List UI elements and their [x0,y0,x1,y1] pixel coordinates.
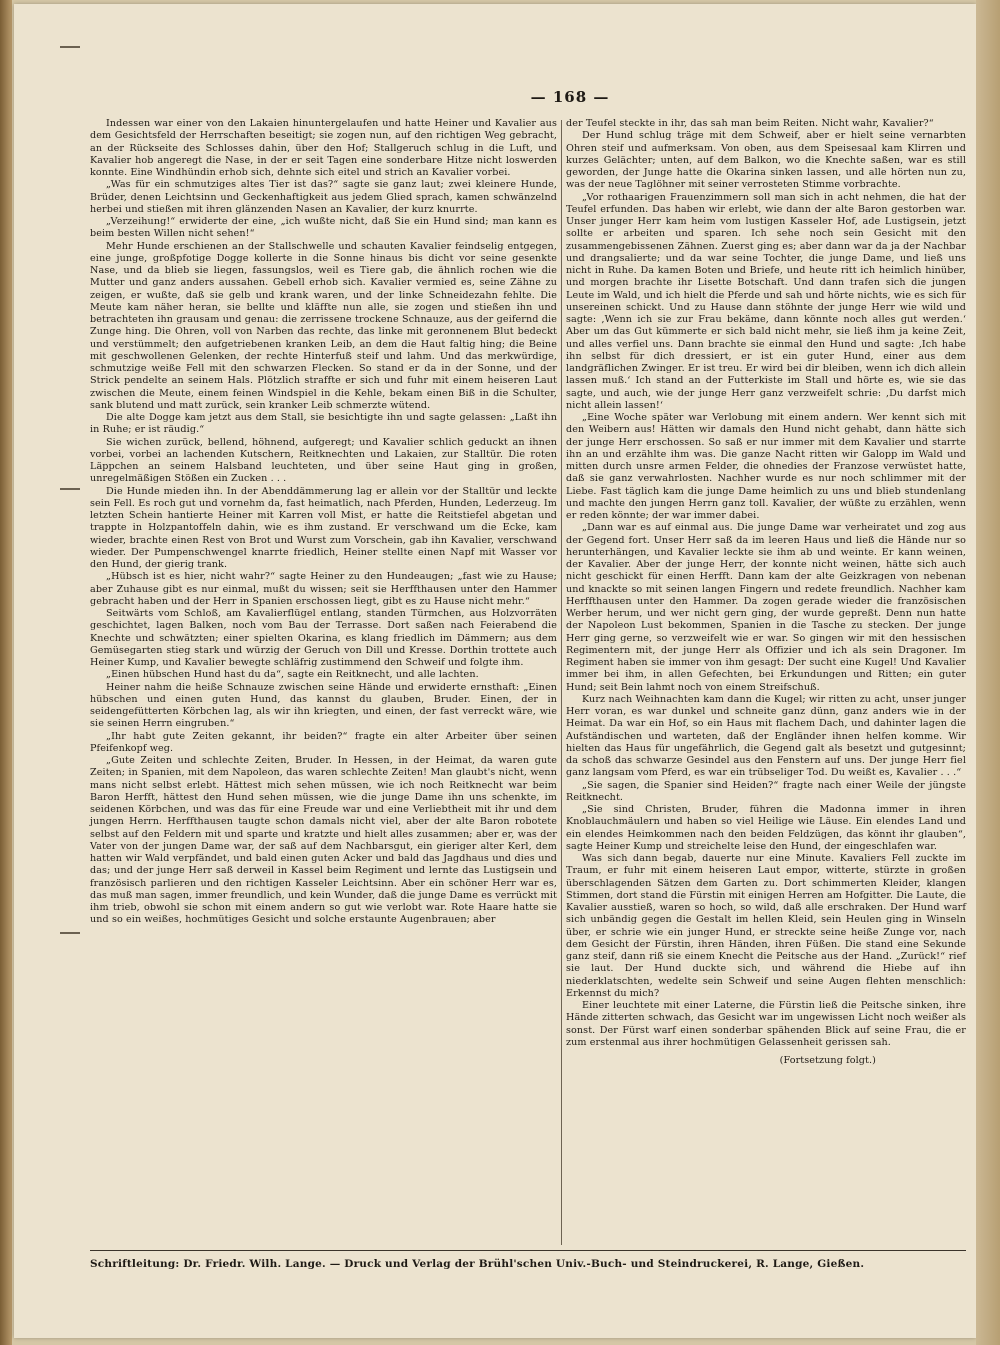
paragraph: „Dann war es auf einmal aus. Die junge Dame war verheiratet und zog aus der Gegend fort. Unser Herr saß da im leeren Haus und ließ die Hände nur so herunterhängen, und Kavalier leckte sie ihm ab und weinte. Er kann weinen, der Kavalier. Aber der junge Herr, der konnte nicht weinen, hätte sich auch nicht geschickt für einen Herfft. Dann kam der alte Geizkragen von nebenan und knackte so mit seinen langen Fingern und redete freundlich. Nachher kam Herffthausen unter den Hammer. Da zogen gerade wieder die französischen Werber herum, und wer nicht gern ging, der wurde gepreßt. Denn nun hatte der Napoleon Lust bekommen, Spanien in die Tasche zu stecken. Der junge Herr ging gerne, so verzweifelt wie er war. So gingen wir mit den hessischen Regimentern mit, der junge Herr als Offizier und ich als sein Dragoner. Im Regiment haben sie immer von ihm gesagt: Der sucht eine Kugel! Und Kavalier immer bei ihm, in allen Gefechten, bei Erkundungen und Ritten; ein guter Hund; seit Bein lahmt noch von einem Streifschuß. [566,522,966,693]
paragraph: „Ihr habt gute Zeiten gekannt, ihr beiden?“ fragte ein alter Arbeiter über seinen Pfeifenkopf weg. [90,730,557,754]
binding-spine [0,0,12,1345]
margin-mark [60,46,80,48]
margin-mark [60,932,80,934]
paragraph: „Eine Woche später war Verlobung mit einem andern. Wer kennt sich mit den Weibern aus! Hätten wir damals den Hund nicht gehabt, dann hätte sich der junge Herr erschossen. So saß er nur immer mit dem Kavalier und starrte ihn an und erzählte ihm was. Die ganze Nacht ritten wir Galopp im Wald und mitten durch unsre armen Felder, die ohnedies der Franzose verwüstet hatte, daß sie ganz verwahrlosten. Nachher wurde es nur noch schlimmer mit der Liebe. Fast täglich kam die junge Dame heimlich zu uns und blieb stundenlang und machte den jungen Herrn ganz toll. Kavalier, der wüßte zu erzählen, wenn er reden könnte; der war immer dabei. [566,412,966,521]
margin-mark [60,488,80,490]
paragraph: „Vor rothaarigen Frauenzimmern soll man sich in acht nehmen, die hat der Teufel erfunden. Das haben wir erlebt, wie dann der alte Baron gestorben war. Unser junger Herr kam heim vom lustigen Kasseler Hof, ade Lustigsein, jetzt sollte er arbeiten und sparen. Ich sehe noch sein Gesicht mit den zusammengebissenen Zähnen. Zuerst ging es; aber dann war da ja der Nachbar und drangsalierte; und da war seine Tochter, die junge Dame, und ließ uns nicht in Ruhe. Da kamen Boten und Briefe, und heute ritt ich heimlich hinüber, und morgen brachte ihr Lisette Botschaft. Und dann trafen sich die jungen Leute im Wald, und ich hielt die Pferde und sah und hörte nichts, wie es sich für unsereinen schickt. Und zu Hause dann stöhnte der junge Herr wie wild und sagte: ‚Wenn ich sie zur Frau bekäme, dann könnte noch alles gut werden.‘ Aber um das Gut kümmerte er sich bald nicht mehr, sie ließ ihm ja keine Zeit, und alles verfiel uns. Dann brachte sie einmal den Hund und sagte: ‚Ich habe ihn selbst für dich dressiert, er ist ein guter Hund, einer aus dem landgräflichen Zwinger. Er ist treu. Er wird bei dir bleiben, wenn ich dich allein lassen muß.‘ Ich stand an der Futterkiste im Stall und hörte es, wie sie das sagte, und auch, wie der junge Herr ganz verzweifelt schrie: ‚Du darfst mich nicht allein lassen!‘ [566,191,966,411]
column-divider [561,120,562,1245]
paragraph: Der Hund schlug träge mit dem Schweif, aber er hielt seine vernarbten Ohren steif und aufmerksam. Von oben, aus dem Speisesaal kam Klirren und kurzes Gelächter; unten, auf dem Balkon, wo die Knechte saßen, war es still geworden, der Junge hatte die Okarina sinken lassen, und alle hörten nun zu, was der neue Taglöhner mit seiner verrosteten Stimme vorbrachte. [566,130,966,191]
continued-note: (Fortsetzung folgt.) [779,1055,876,1066]
paragraph: „Verzeihung!“ erwiderte der eine, „ich wußte nicht, daß Sie ein Hund sind; man kann es beim besten Willen nicht sehen!“ [90,216,557,240]
right-column-body [566,118,966,1049]
paragraph: „Hübsch ist es hier, nicht wahr?“ sagte Heiner zu den Hundeaugen; „fast wie zu Hause; aber Zuhause gibt es nur einmal, mußt du wissen; seit sie Herffthausen unter den Hammer gebracht haben und der Herr in Spanien erschossen liegt, gibt es zu Hause nicht mehr.“ [90,571,557,607]
paragraph: „Gute Zeiten und schlechte Zeiten, Bruder. In Hessen, in der Heimat, da waren gute Zeiten; in Spanien, mit dem Napoleon, das waren schlechte Zeiten! Man glaubt's nicht, wenn mans nicht selbst erlebt. Hättest mich sehen müssen, wie ich noch Reitknecht war beim Baron Herfft, hättest den Hund sehen müssen, wie die junge Dame ihn uns schenkte, im seidenen Körbchen, und was das für eine Freude war und eine Verliebtheit mit ihr und dem jungen Herrn. Herffthausen taugte schon damals nicht viel, aber der alte Baron robotete selbst auf den Feldern mit und sparte und kratzte und hielt alles zusammen; aber er, was der Vater von der jungen Dame war, der saß auf dem Nachbarsgut, ein gieriger alter Kerl, dem hatten wir Wald verpfändet, und bald einen guten Acker und bald das Jagdhaus und dies und das; und der junge Herr saß derweil in Kassel beim Regiment und lernte das Lustigsein und französisch parlieren und den richtigen Kasseler Leichtsinn. Aber ein schöner Herr war es, das muß man sagen, immer freundlich, und kein Wunder, daß die junge Dame es verrückt mit ihm trieb, obwohl sie schon mit einem andern so gut wie verlobt war. Rote Haare hatte sie und so ein weißes, hochmütiges Gesicht und solche erstaunte Augenbrauen; aber [90,755,557,926]
paragraph: Was sich dann begab, dauerte nur eine Minute. Kavaliers Fell zuckte im Traum, er fuhr mit einem heiseren Laut empor, witterte, stürzte in großen überschlagenden Sätzen dem Garten zu. Dort schimmerten Kleider, klangen Stimmen, dort stand die Fürstin mit einigen Herren am Hofgitter. Die Laute, die Kavalier ausstieß, waren so hoch, so wild, daß alle erschraken. Der Hund warf sich unbändig gegen die Gestalt im hellen Kleid, sein Heulen ging in Winseln über, er schrie wie ein junger Hund, er streckte seine heiße Zunge vor, nach dem Gesicht der Fürstin, ihren Händen, ihren Füßen. Die stand eine Sekunde ganz steif, dann riß sie einem Knecht die Peitsche aus der Hand. „Zurück!“ rief sie laut. Der Hund duckte sich, und während die Hiebe auf ihn niederklatschten, wedelte sein Schweif und seine Augen flehten menschlich: Erkennst du mich? [566,853,966,999]
paragraph: Heiner nahm die heiße Schnauze zwischen seine Hände und erwiderte ernsthaft: „Einen hübschen und einen guten Hund, das kannst du glauben, Bruder. Einen, der in seidengefütterten Körbchen lag, als wir ihn kriegten, und einen, der fast verreckt wäre, wie sie seinen Herrn eingruben.“ [90,681,557,730]
page-edge [976,0,1000,1345]
paragraph: „Einen hübschen Hund hast du da“, sagte ein Reitknecht, und alle lachten. [106,669,479,681]
paragraph: Die Hunde mieden ihn. In der Abenddämmerung lag er allein vor der Stalltür und leckte sein Fell. Es roch gut und vornehm da, fast heimatlich, nach Pferden, Hunden, Lederzeug. Im letzten Schein hantierte Heiner mit Karren voll Mist, er hatte die Reitstiefel abgetan und trappte in Holzpantoffeln dahin, wie es ihm zustand. Er verschwand um die Ecke, kam wieder, brachte einen Rest von Brot und Wurst zum Vorschein, gab ihn Kavalier, verschwand wieder. Der Pumpenschwengel knarrte friedlich, Heiner stellte einen Napf mit Wasser vor den Hund, der gierig trank. [90,485,557,570]
right-text-column [566,118,966,1067]
paragraph: „Sie sind Christen, Bruder, führen die Madonna immer in ihren Knoblauchmäulern und haben so viel Heilige wie Läuse. Ein elendes Land und ein elendes Heimkommen nach den beiden Feldzügen, das könnt ihr glauben“, sagte Heiner Kump und streichelte leise den Hund, der eingeschlafen war. [566,804,966,852]
left-text-column [90,118,557,927]
imprint-footer: Schriftleitung: Dr. Friedr. Wilh. Lange. — Druck und Verlag der Brühl'schen Univ.-Buch- und Steindruckerei, R. Lange, Gießen. [90,1258,865,1270]
paragraph: Indessen war einer von den Lakaien hinuntergelaufen und hatte Heiner und Kavalier aus dem Gesichtsfeld der Herrschaften beseitigt; sie zogen nun, auf den richtigen Weg gebracht, an der Rückseite des Schlosses dahin, über den Hof; Stallgeruch schlug in die Luft, und Kavalier hob angeregt die Nase, in der er seit Tagen eine sonderbare Hitze nicht loswerden konnte. Eine Windhündin erhob sich, dehnte sich eitel und strich an Kavalier vorbei. [90,118,557,178]
paragraph: Sie wichen zurück, bellend, höhnend, aufgeregt; und Kavalier schlich geduckt an ihnen vorbei, vorbei an lachenden Kutschern, Reitknechten und Lakaien, zur Stalltür. Die roten Läppchen an seinem Halsband leuchteten, und über seine Haut ging in großen, unregelmäßigen Stößen ein Zucken . . . [90,436,557,485]
paragraph: Einer leuchtete mit einer Laterne, die Fürstin ließ die Peitsche sinken, ihre Hände zitterten schwach, das Gesicht war im ungewissen Licht noch weißer als sonst. Der Fürst warf einen sonderbar spähenden Blick auf seine Frau, die er zum erstenmal aus ihrer hochmütigen Gelassenheit gerissen sah. [566,1000,966,1048]
paragraph: Mehr Hunde erschienen an der Stallschwelle und schauten Kavalier feindselig entgegen, eine junge, großpfotige Dogge kollerte in die Sonne hinaus bis dicht vor seine gesenkte Nase, und da blieb sie liegen, fassungslos, weil es Tiere gab, die ähnlich rochen wie die Mutter und ganz anders aussahen. Gebell erhob sich. Kavalier vermied es, seine Zähne zu zeigen, er wußte, daß sie gelb und krank waren, und der linke Schneidezahn fehlte. Die Meute kam näher heran, sie bellte und kläffte nun alle, sie zogen und stießen ihn und betrachteten ihn grausam und genau: die zerrissene trockene Schnauze, aus der geifernd die Zunge hing. Die Ohren, voll von Narben das rechte, das linke mit geronnenem Blut bedeckt und verstümmelt; den aufgetriebenen kranken Leib, an dem die Haut faltig hing; die Beine mit geschwollenen Gelenken, der rechte Hinterfuß steif und lahm. Und das merkwürdige, schmutzige weiße Fell mit den schwarzen Flecken. So stand er da in der Sonne, und der Strick pendelte an seinem Hals. Plötzlich straffte er sich und fuhr mit einem heiseren Laut zwischen die Meute, einem feinen Windspiel in die Kehle, bekam einen Biß in die Schulter, sank blutend und matt zurück, sein kranker Leib schmerzte wütend. [90,240,557,411]
paragraph: „Sie sagen, die Spanier sind Heiden?“ fragte nach einer Weile der jüngste Reitknecht. [566,779,966,803]
paragraph: Die alte Dogge kam jetzt aus dem Stall, sie besichtigte ihn und sagte gelassen: „Laßt ihn in Ruhe; er ist räudig.“ [90,412,557,436]
paragraph: Seitwärts vom Schloß, am Kavalierflügel entlang, standen Türmchen, aus Holzvorräten geschichtet, lagen Balken, noch vom Bau der Terrasse. Dort saßen nach Feierabend die Knechte und schwätzten; einer spielten Okarina, es klang friedlich im Dämmern; aus dem Gemüsegarten stieg stark und würzig der Geruch von Dill und Kresse. Dorthin trottete auch Heiner Kump, und Kavalier bewegte schläfrig zustimmend den Schweif und folgte ihm. [90,608,557,668]
paragraph: „Was für ein schmutziges altes Tier ist das?“ sagte sie ganz laut; zwei kleinere Hunde, Brüder, denen Leichtsinn und Geckenhaftigkeit aus jedem Glied sprach, kamen schwänzelnd herbei und stießen mit ihren glänzenden Nasen an Kavalier, der kurz knurrte. [90,179,557,215]
footer-rule [90,1250,966,1251]
paragraph: Kurz nach Weihnachten kam dann die Kugel; wir ritten zu acht, unser junger Herr voran, es war dunkel und schneite ganz dünn, ganz anders wie in der Heimat. Da war ein Hof, so ein Haus mit flachem Dach, und dahinter lagen die Aufständischen und warteten, daß der Engländer ihnen helfen komme. Wir hielten das Haus für ungefährlich, die Gegend galt als besetzt und gutgesinnt; da schoß das schwarze Gesindel aus den Fenstern auf uns. Der junge Herr fiel ganz langsam vom Pferd, es war ein trübseliger Tod. Du weißt es, Kavalier . . .“ [566,693,966,779]
paragraph: der Teufel steckte in ihr, das sah man beim Reiten. Nicht wahr, Kavalier?“ [566,118,934,129]
page-number: — 168 — [530,88,610,106]
